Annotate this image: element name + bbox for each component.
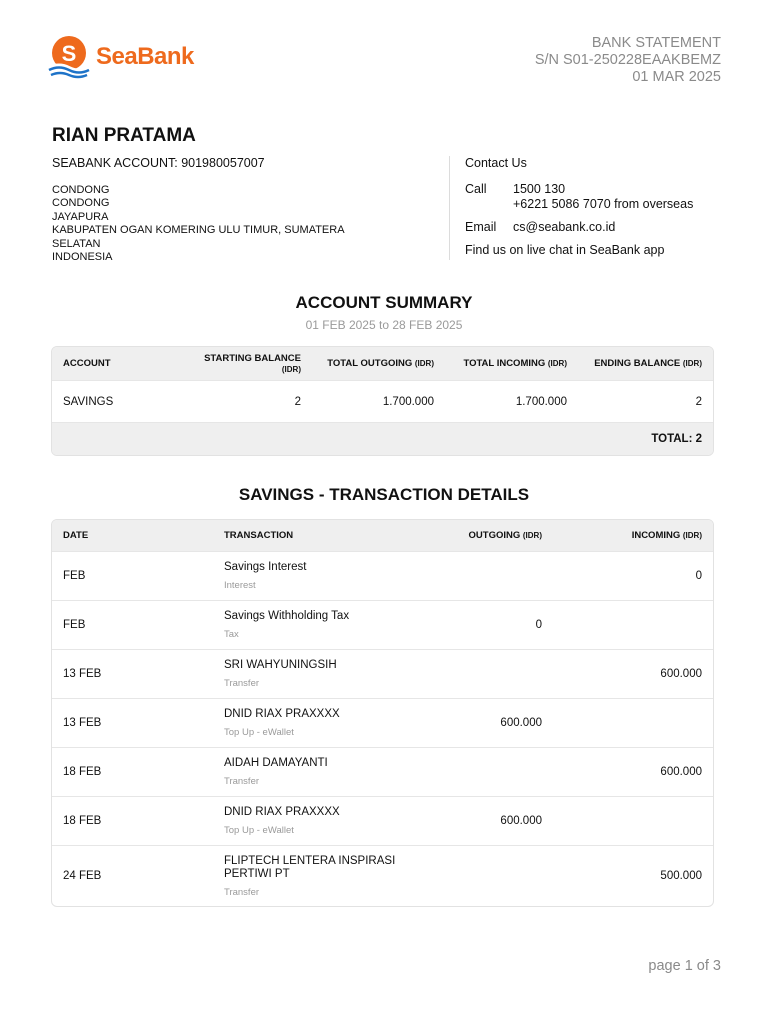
tx-name: DNID RIAX PRAXXXX	[224, 806, 340, 819]
tx-date: FEB	[63, 619, 86, 631]
email-label: Email	[465, 220, 497, 234]
tx-date: 13 FEB	[63, 668, 102, 680]
customer-address	[52, 184, 352, 264]
starting-balance: 2	[294, 395, 301, 408]
account-name: SAVINGS	[63, 395, 114, 408]
address-line: INDONESIA	[52, 251, 113, 264]
statement-title: BANK STATEMENT	[591, 35, 721, 51]
tx-type: Transfer	[224, 775, 260, 787]
tx-name: DNID RIAX PRAXXXX	[224, 708, 340, 721]
address-line: JAYAPURA	[52, 210, 109, 223]
total-incoming: 1.700.000	[515, 395, 567, 408]
tx-type: Top Up - eWallet	[224, 726, 294, 738]
tx-description	[213, 561, 413, 591]
email-link[interactable]: cs@seabank.co.id	[513, 220, 616, 234]
address-line: CONDONG	[52, 184, 110, 196]
statement-serial: S/N S01-250228EAAKBEMZ	[534, 52, 721, 68]
call-number-local[interactable]: 1500 130	[513, 182, 566, 196]
table-row	[52, 747, 713, 796]
tx-outgoing: 0	[535, 619, 542, 631]
tx-description	[213, 659, 413, 689]
tx-incoming: 0	[695, 570, 702, 582]
table-row	[52, 551, 713, 600]
col-account: ACCOUNT	[63, 358, 111, 369]
summary-period: 01 FEB 2025 to 28 FEB 2025	[305, 318, 463, 332]
tx-name: Savings Withholding Tax	[224, 610, 350, 623]
col-incoming: INCOMING (IDR)	[631, 530, 702, 541]
tx-description	[213, 610, 413, 640]
contact-title: Contact Us	[465, 156, 527, 170]
contact-block	[465, 156, 693, 257]
col-transaction: TRANSACTION	[224, 530, 294, 541]
call-label: Call	[465, 182, 487, 196]
tx-type: Interest	[224, 579, 256, 591]
table-row	[52, 380, 713, 422]
tx-name: Savings Interest	[224, 561, 307, 574]
ending-balance: 2	[695, 395, 702, 408]
svg-text:S: S	[61, 41, 77, 66]
table-row	[52, 845, 713, 906]
tx-date: 18 FEB	[63, 766, 102, 778]
col-date: DATE	[63, 530, 89, 541]
tx-description	[213, 757, 413, 787]
tx-date: 24 FEB	[63, 870, 102, 882]
col-outgoing: OUTGOING (IDR)	[468, 530, 542, 541]
table-row	[52, 600, 713, 649]
contact-email	[465, 220, 693, 235]
col-incoming: TOTAL INCOMING (IDR)	[463, 358, 567, 369]
summary-header-row	[52, 347, 713, 380]
tx-date: FEB	[63, 570, 86, 582]
tx-type: Transfer	[224, 677, 260, 689]
seabank-logo	[46, 34, 194, 80]
summary-table	[51, 346, 714, 456]
statement-date: 01 MAR 2025	[632, 69, 721, 85]
tx-type: Top Up - eWallet	[224, 824, 294, 836]
customer-name: RIAN PRATAMA	[52, 125, 196, 146]
transactions-header-row	[52, 520, 713, 551]
table-row	[52, 796, 713, 845]
col-starting: STARTING BALANCE (IDR)	[204, 352, 301, 374]
transactions-title: SAVINGS - TRANSACTION DETAILS	[238, 485, 530, 504]
call-number-overseas[interactable]: +6221 5086 7070 from overseas	[513, 197, 694, 211]
transactions-table	[51, 519, 714, 907]
tx-date: 13 FEB	[63, 717, 102, 729]
table-row	[52, 698, 713, 747]
tx-name: AIDAH DAMAYANTI	[224, 757, 328, 770]
contact-call	[465, 182, 693, 212]
summary-title: ACCOUNT SUMMARY	[295, 293, 473, 312]
summary-total-row	[52, 422, 713, 455]
tx-outgoing: 600.000	[500, 717, 542, 729]
seabank-logo-text: SeaBank	[96, 43, 194, 70]
tx-name: FLIPTECH LENTERA INSPIRASI PERTIWI PT	[224, 854, 396, 880]
tx-description	[213, 855, 413, 898]
seabank-logo-icon	[46, 34, 92, 80]
tx-type: Tax	[224, 628, 239, 640]
total-outgoing: 1.700.000	[382, 395, 434, 408]
summary-total: TOTAL: 2	[651, 433, 702, 445]
tx-date: 18 FEB	[63, 815, 102, 827]
tx-type: Transfer	[224, 886, 260, 898]
tx-incoming: 500.000	[660, 870, 702, 882]
tx-name: SRI WAHYUNINGSIH	[224, 659, 337, 672]
page-indicator: page 1 of 3	[648, 958, 721, 974]
col-ending: ENDING BALANCE (IDR)	[594, 358, 702, 369]
table-row	[52, 649, 713, 698]
tx-outgoing: 600.000	[500, 815, 542, 827]
col-outgoing: TOTAL OUTGOING (IDR)	[327, 358, 434, 369]
livechat-text: Find us on live chat in SeaBank app	[465, 243, 665, 257]
tx-incoming: 600.000	[660, 668, 702, 680]
address-line: KABUPATEN OGAN KOMERING ULU TIMUR, SUMATERA SELATAN	[52, 224, 344, 250]
tx-incoming: 600.000	[660, 766, 702, 778]
statement-header	[535, 35, 721, 86]
tx-description	[213, 806, 413, 836]
account-number: SEABANK ACCOUNT: 901980057007	[52, 156, 265, 170]
tx-description	[213, 708, 413, 738]
vertical-divider	[449, 156, 450, 260]
address-line: CONDONG	[52, 197, 110, 210]
